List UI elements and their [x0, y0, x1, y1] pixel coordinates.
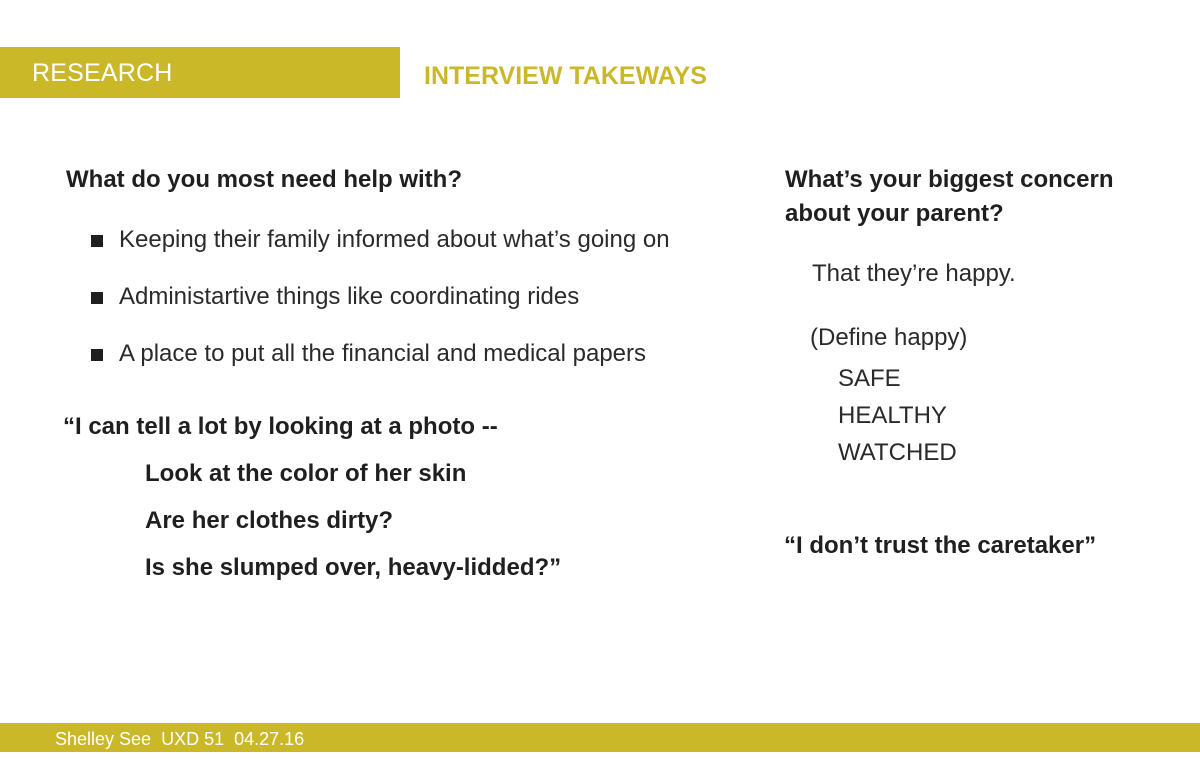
square-bullet-icon [91, 235, 103, 247]
quality-item: SAFE [838, 365, 901, 392]
square-bullet-icon [91, 349, 103, 361]
section-label: RESEARCH [32, 59, 173, 87]
quality-item: WATCHED [838, 439, 957, 466]
photo-quote-line: Is she slumped over, heavy-lidded?” [145, 554, 562, 581]
define-happy: (Define happy) [810, 324, 968, 351]
list-item [90, 279, 670, 336]
list-item [90, 222, 670, 279]
list-item-text: A place to put all the financial and medical papers [119, 340, 647, 367]
left-question: What do you most need help with? [66, 166, 462, 193]
photo-quote-lead: “I can tell a lot by looking at a photo -- [63, 413, 498, 440]
right-question-line1: What’s your biggest concern [785, 166, 1114, 193]
list-item-text: Administartive things like coordinating rides [119, 283, 580, 310]
square-bullet-icon [91, 292, 103, 304]
caretaker-quote: “I don’t trust the caretaker” [784, 532, 1097, 559]
list-item-text: Keeping their family informed about what’s going on [119, 226, 670, 253]
slide-title: INTERVIEW TAKEWAYS [424, 62, 707, 90]
footer-credit: Shelley See UXD 51 04.27.16 [55, 729, 305, 749]
quality-item: HEALTHY [838, 402, 947, 429]
right-question-line2: about your parent? [785, 200, 1004, 227]
concern-answer: That they’re happy. [812, 260, 1016, 287]
photo-quote-line: Look at the color of her skin [145, 460, 467, 487]
photo-quote-line: Are her clothes dirty? [145, 507, 394, 534]
list-item [90, 336, 670, 393]
help-needs-list [90, 222, 670, 393]
